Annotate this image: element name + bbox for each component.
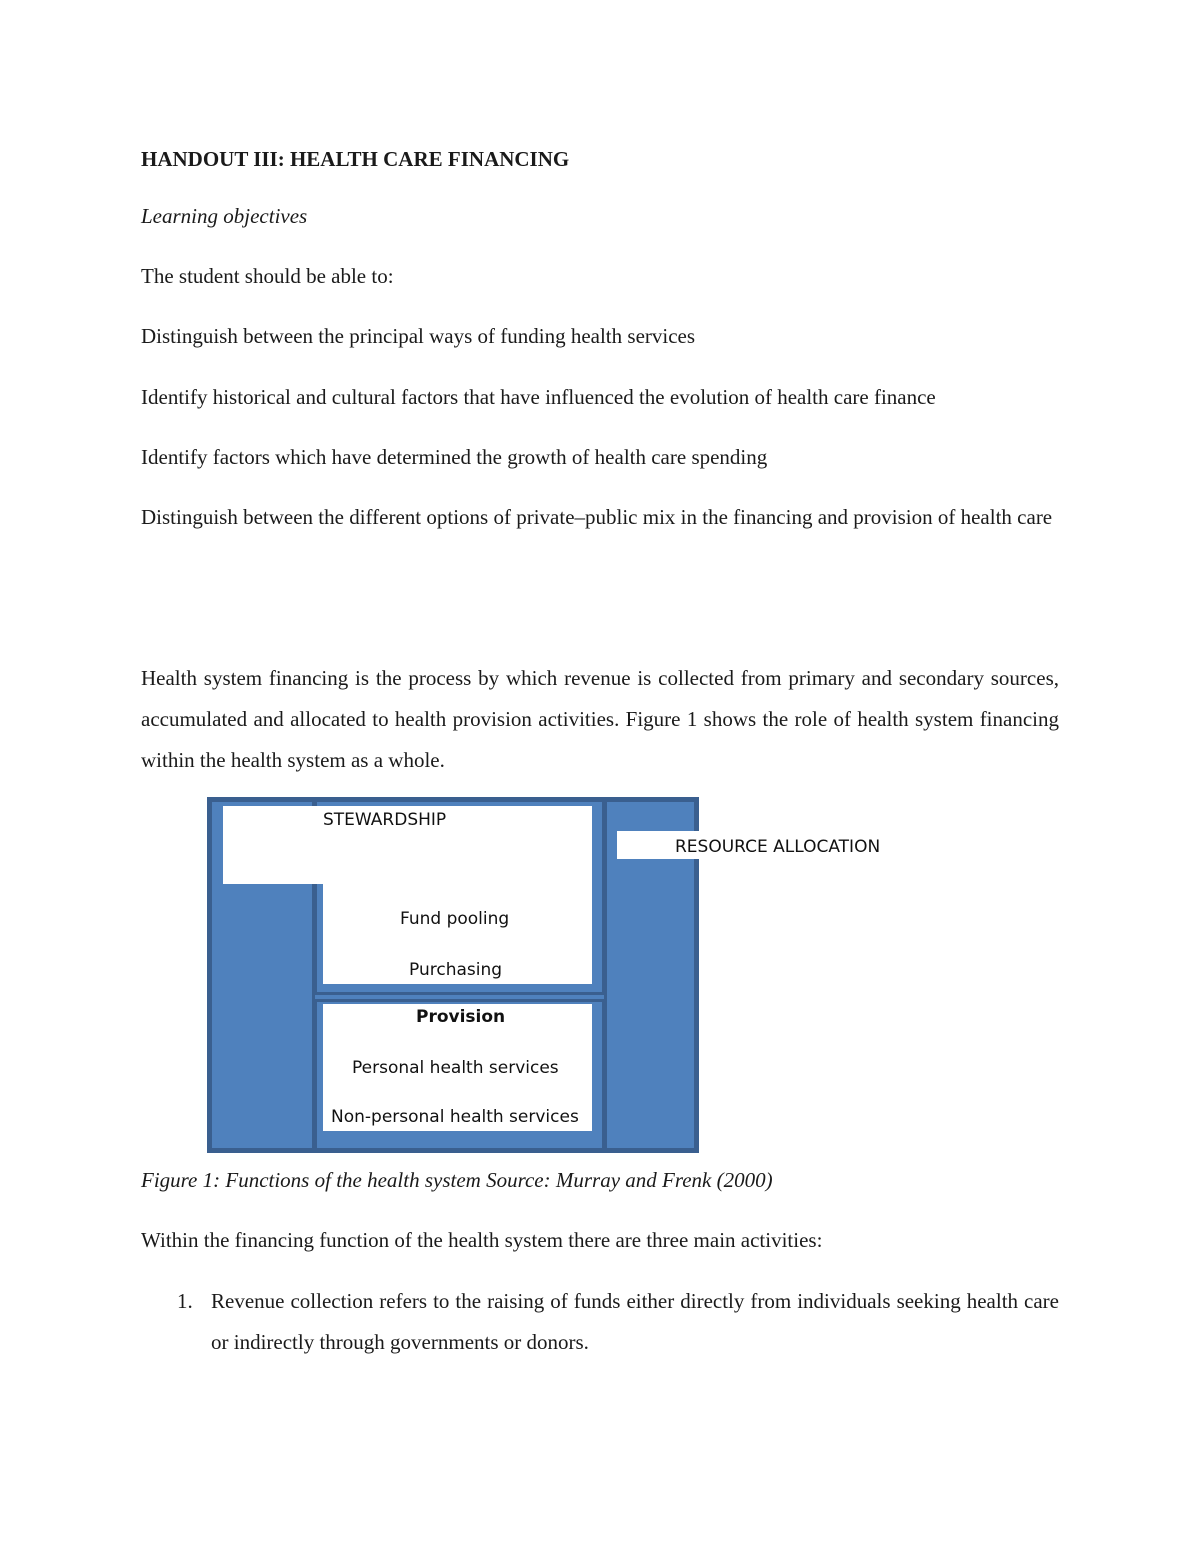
- intro-text: The student should be able to:: [141, 264, 394, 288]
- figure-caption: Figure 1: Functions of the health system Source: Murray and Frenk (2000): [141, 1168, 773, 1192]
- personal-services-label: Personal health services: [352, 1058, 559, 1078]
- objectives-heading: Learning objectives: [141, 204, 308, 228]
- financing-box: [323, 806, 592, 984]
- objective-item: Identify historical and cultural factors that have influenced the evolution of health care finance: [141, 385, 936, 409]
- financing-paragraph: Health system financing is the process by which revenue is collected from primary and secondary sources, accumulated and allocated to health provision activities. Figure 1 shows the role of health system financing within the health system as a whole.: [141, 666, 1059, 772]
- financing-divider: [312, 992, 607, 1002]
- resource-allocation-label: RESOURCE ALLOCATION: [675, 837, 881, 857]
- non-personal-services-label: Non-personal health services: [331, 1107, 579, 1127]
- stewardship-label: STEWARDSHIP: [323, 810, 447, 830]
- list-item-number: 1.: [177, 1289, 193, 1313]
- provision-label: Provision: [416, 1007, 506, 1027]
- objective-item: Distinguish between the different options of private–public mix in the financing and provision of health care: [141, 505, 1053, 529]
- document-title: HANDOUT III: HEALTH CARE FINANCING: [141, 147, 570, 171]
- list-item-text: Revenue collection refers to the raising of funds either directly from individuals seeking health care or indirectly through governments or donors.: [211, 1289, 1059, 1354]
- fund-pooling-label: Fund pooling: [400, 909, 510, 929]
- objective-item: Distinguish between the principal ways of funding health services: [141, 324, 696, 348]
- objective-item: Identify factors which have determined the growth of health care spending: [141, 445, 768, 469]
- purchasing-label: Purchasing: [409, 960, 503, 980]
- activities-intro: Within the financing function of the health system there are three main activities:: [141, 1228, 823, 1252]
